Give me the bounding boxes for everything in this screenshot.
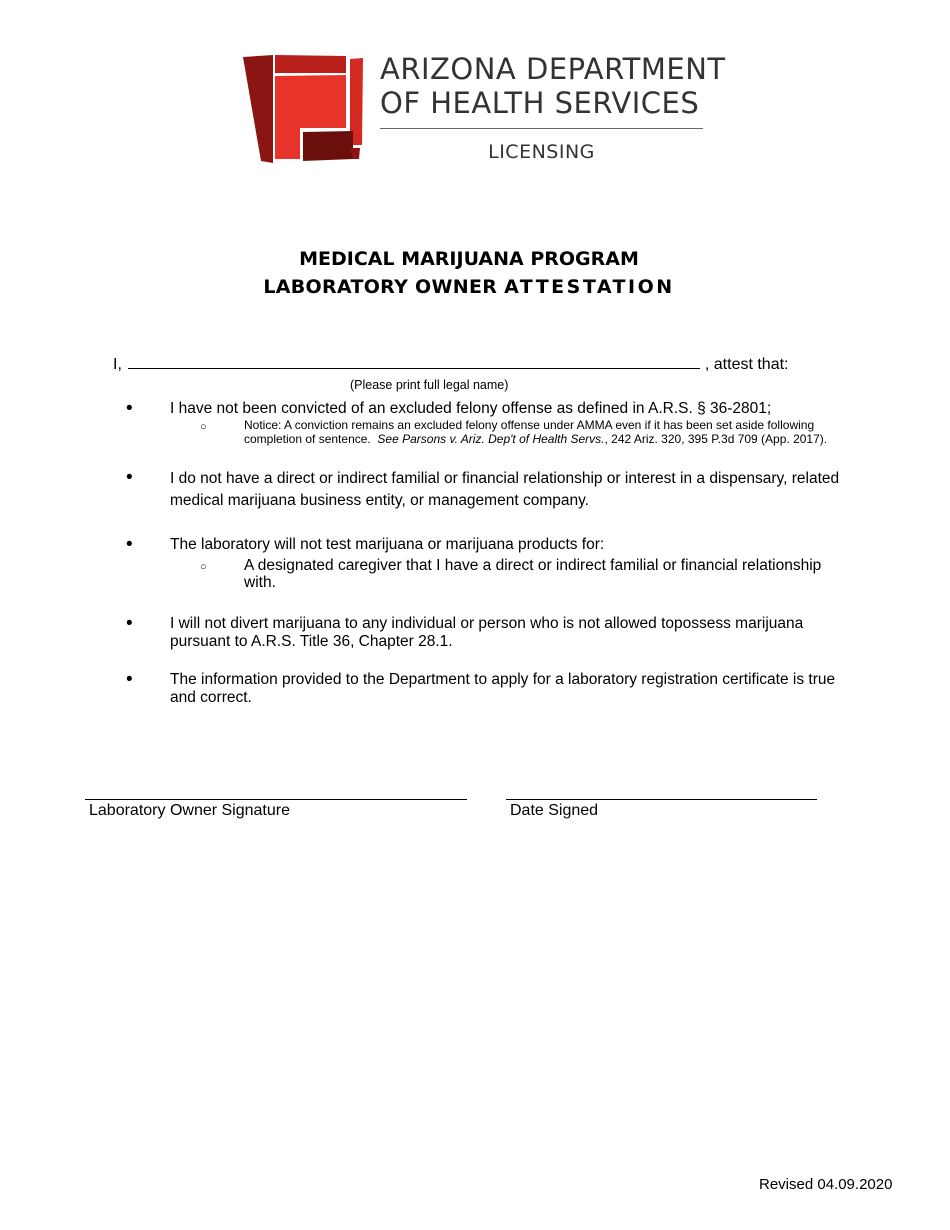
revision-date: Revised 04.09.2020 — [759, 1176, 893, 1193]
name-hint: (Please print full legal name) — [350, 378, 509, 392]
sub-bullet-icon: ○ — [200, 421, 207, 433]
statement-relationship: I do not have a direct or indirect familial or financial relationship or interest in a dispensary, related medical marijuana business entity, or management company. — [170, 470, 840, 509]
subtitle-prefix: LABORATORY OWNER — [263, 276, 505, 298]
page-title: MEDICAL MARIJUANA PROGRAM — [299, 248, 639, 270]
notice-citation: See Parsons v. Ariz. Dep't of Health Servs. — [377, 431, 605, 446]
statement-felony-notice — [244, 419, 864, 446]
notice-citation-ref: , 242 Ariz. 320, 395 P.3d 709 (App. 2017). — [604, 431, 828, 446]
org-name-line2: OF HEALTH SERVICES — [380, 86, 700, 120]
full-name-field[interactable] — [128, 354, 700, 369]
statement-felony: I have not been convicted of an excluded felony offense as defined in A.R.S. § 36-2801; — [170, 400, 772, 417]
page-subtitle — [0, 276, 938, 298]
owner-signature-label: Laboratory Owner Signature — [89, 802, 290, 819]
bullet-icon: • — [126, 669, 133, 690]
bullet-icon: • — [126, 534, 133, 555]
owner-signature-field[interactable] — [85, 799, 467, 800]
subtitle-attestation: ATTESTATION — [504, 276, 675, 298]
bullet-icon: • — [126, 398, 133, 419]
header-divider — [380, 128, 703, 129]
attest-line — [113, 354, 789, 374]
statement-testing-sub: A designated caregiver that I have a direct or indirect familial or financial relationship with. — [244, 557, 822, 591]
statement-testing: The laboratory will not test marijuana or marijuana products for: — [170, 536, 605, 553]
attest-prefix: I, — [113, 356, 122, 373]
statement-true-correct: The information provided to the Department to apply for a laboratory registration certificate is true and correct. — [170, 671, 836, 706]
adhs-logo-mark-icon — [243, 55, 363, 163]
date-signed-field[interactable] — [506, 799, 817, 800]
date-signed-label: Date Signed — [510, 802, 599, 819]
org-name-line1: ARIZONA DEPARTMENT — [380, 52, 726, 86]
sub-bullet-icon: ○ — [200, 561, 207, 573]
notice-text: Notice: A conviction remains an excluded felony offense under AMMA even if it has been set aside following completion of sentence. — [244, 418, 815, 446]
attest-suffix: , attest that: — [704, 356, 789, 373]
statement-divert: I will not divert marijuana to any individual or person who is not allowed topossess marijuana pursuant to A.R.S. Title 36, Chapter 28.1. — [170, 615, 804, 650]
bullet-icon: • — [126, 467, 133, 488]
bullet-icon: • — [126, 613, 133, 634]
org-division: LICENSING — [488, 141, 595, 163]
